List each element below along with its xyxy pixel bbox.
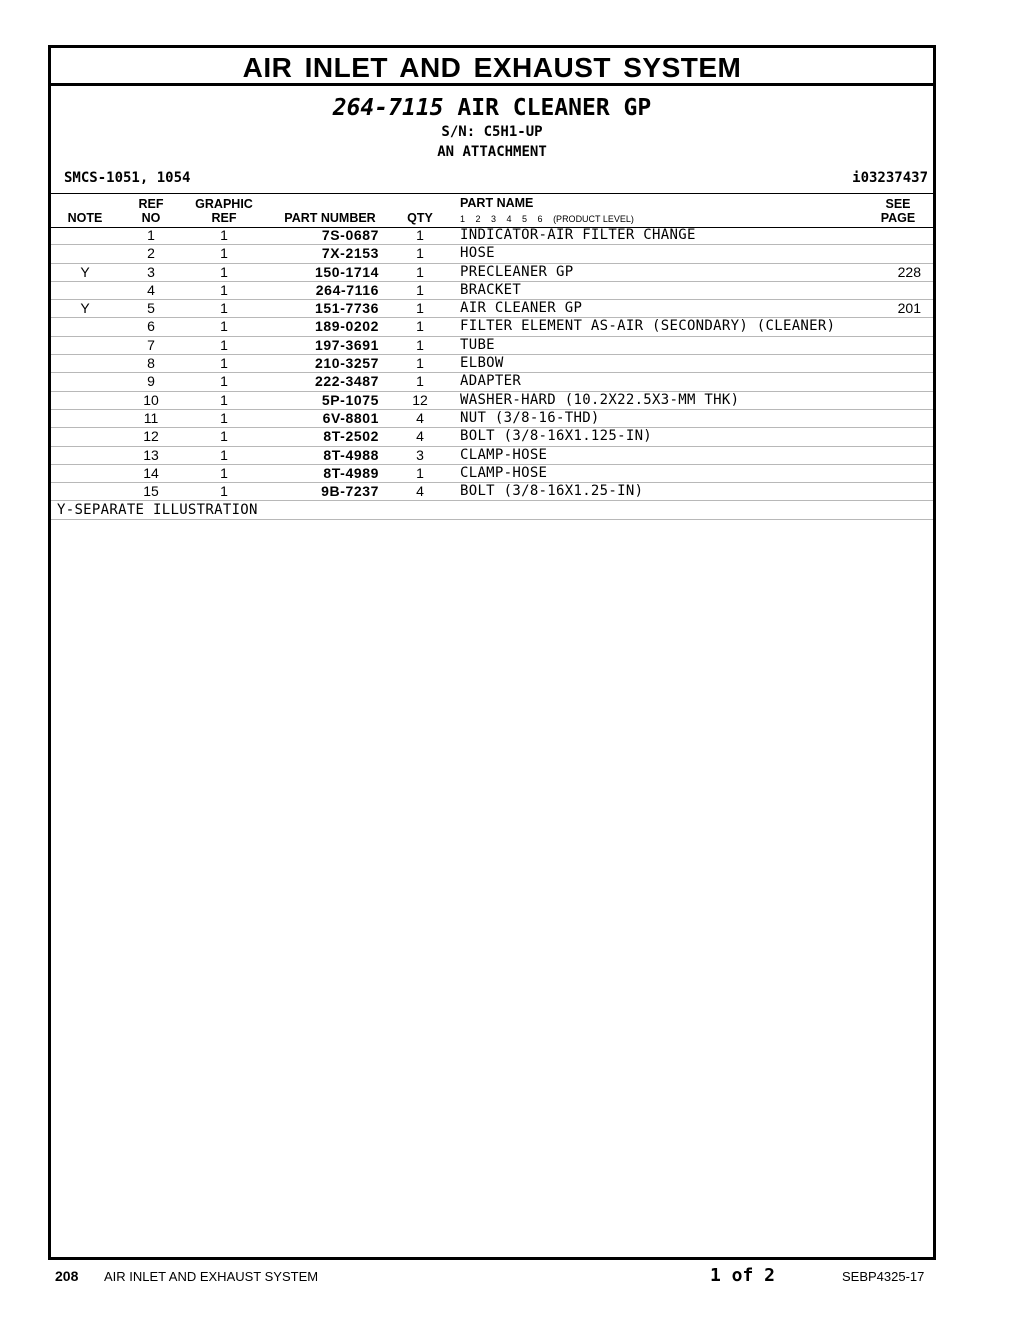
part-graphic-ref: 1: [220, 281, 228, 298]
table-header: [51, 193, 933, 228]
part-name: NUT (3/8-16-THD): [460, 409, 600, 426]
col-qty: QTY: [407, 211, 433, 225]
product-level-label: (PRODUCT LEVEL): [553, 214, 634, 224]
table-row: [51, 245, 933, 263]
table-row: [51, 282, 933, 300]
part-number: 210-3257: [315, 355, 379, 372]
page-footer: [0, 1265, 1020, 1289]
col-graphic-bot: REF: [211, 211, 237, 225]
part-name: CLAMP-HOSE: [460, 464, 548, 481]
table-row: [51, 318, 933, 336]
footnote-row: [51, 501, 933, 520]
part-graphic-ref: 1: [220, 227, 228, 243]
col-graphic-top: GRAPHIC: [195, 197, 253, 211]
part-graphic-ref: 1: [220, 263, 228, 280]
part-number: 150-1714: [315, 263, 379, 280]
footer-title: AIR INLET AND EXHAUST SYSTEM: [104, 1269, 319, 1284]
part-number: 197-3691: [315, 336, 379, 353]
part-ref: 9: [147, 373, 155, 390]
part-name: HOSE: [460, 245, 495, 262]
part-name: PRECLEANER GP: [460, 263, 574, 280]
part-ref: 3: [147, 263, 155, 280]
group-name: AIR CLEANER GP: [457, 95, 652, 121]
footer-page-of: 1 of 2: [710, 1265, 776, 1286]
footer-page-number: 208: [55, 1268, 79, 1284]
part-qty: 1: [416, 227, 424, 243]
part-name: BOLT (3/8-16X1.25-IN): [460, 483, 644, 500]
part-ref: 5: [147, 300, 155, 317]
part-graphic-ref: 1: [220, 428, 228, 445]
part-name: CLAMP-HOSE: [460, 446, 548, 463]
table-row: [51, 483, 933, 501]
col-part-number: PART NUMBER: [284, 211, 376, 225]
part-number: 9B-7237: [321, 483, 379, 500]
parts-table: [51, 227, 933, 520]
serial-number: S/N: C5H1-UP: [441, 124, 543, 140]
part-graphic-ref: 1: [220, 409, 228, 426]
part-ref: 11: [143, 409, 159, 426]
table-row: [51, 300, 933, 318]
part-ref: 14: [143, 464, 159, 481]
col-part-name: PART NAME: [460, 196, 534, 210]
part-number: 8T-4988: [323, 446, 379, 463]
part-qty: 1: [416, 355, 424, 372]
part-graphic-ref: 1: [220, 245, 228, 262]
part-ref: 2: [147, 245, 155, 262]
group-title: [51, 94, 933, 122]
part-graphic-ref: 1: [220, 391, 228, 408]
part-ref: 13: [143, 446, 159, 463]
part-name: ELBOW: [460, 355, 504, 372]
part-number: 189-0202: [315, 318, 379, 335]
part-qty: 3: [416, 446, 424, 463]
col-note: NOTE: [67, 211, 103, 225]
part-qty: 1: [416, 464, 424, 481]
col-see-top: SEE: [885, 197, 911, 211]
footnote: Y-SEPARATE ILLUSTRATION: [57, 502, 258, 519]
part-name: AIR CLEANER GP: [460, 300, 583, 317]
part-name: ADAPTER: [460, 373, 522, 390]
part-qty: 12: [412, 391, 428, 408]
smcs-codes: SMCS-1051, 1054: [64, 170, 191, 186]
table-row: [51, 337, 933, 355]
group-part-number: 264-7115: [332, 95, 444, 121]
part-qty: 4: [416, 428, 424, 445]
part-number: 6V-8801: [322, 409, 379, 426]
part-qty: 1: [416, 373, 424, 390]
table-row: [51, 465, 933, 483]
part-note: Y: [80, 263, 90, 280]
col-see-bot: PAGE: [880, 211, 916, 225]
table-row: [51, 428, 933, 446]
part-number: 8T-4989: [323, 464, 379, 481]
attachment-label: AN ATTACHMENT: [437, 144, 547, 160]
part-name: TUBE: [460, 336, 495, 353]
footer-doc-number: SEBP4325-17: [842, 1269, 925, 1284]
part-ref: 6: [147, 318, 155, 335]
part-see-page: 228: [897, 263, 921, 280]
part-qty: 4: [416, 483, 424, 500]
part-name: BRACKET: [460, 281, 522, 298]
product-level-numbers: 1 2 3 4 5 6: [460, 214, 543, 224]
page-frame: [48, 45, 936, 1260]
part-graphic-ref: 1: [220, 373, 228, 390]
part-qty: 1: [416, 281, 424, 298]
part-ref: 15: [143, 483, 159, 500]
part-number: 7X-2153: [321, 245, 379, 262]
part-number: 5P-1075: [321, 391, 379, 408]
part-graphic-ref: 1: [220, 483, 228, 500]
part-ref: 8: [147, 355, 155, 372]
part-qty: 4: [416, 409, 424, 426]
part-qty: 1: [416, 300, 424, 317]
part-ref: 1: [147, 227, 155, 243]
col-ref-top: REF: [138, 197, 164, 211]
part-graphic-ref: 1: [220, 318, 228, 335]
part-qty: 1: [416, 336, 424, 353]
part-number: 222-3487: [315, 373, 379, 390]
part-name: FILTER ELEMENT AS-AIR (SECONDARY) (CLEANER): [460, 318, 836, 335]
table-row: [51, 392, 933, 410]
part-note: Y: [80, 300, 90, 317]
part-ref: 12: [143, 428, 159, 445]
part-name: WASHER-HARD (10.2X22.5X3-MM THK): [460, 391, 740, 408]
part-graphic-ref: 1: [220, 300, 228, 317]
part-qty: 1: [416, 263, 424, 280]
part-ref: 7: [147, 336, 155, 353]
system-title: AIR INLET AND EXHAUST SYSTEM: [51, 48, 933, 86]
part-name: INDICATOR-AIR FILTER CHANGE: [460, 227, 696, 243]
part-number: 151-7736: [315, 300, 379, 317]
part-number: 8T-2502: [323, 428, 379, 445]
part-graphic-ref: 1: [220, 446, 228, 463]
part-number: 7S-0687: [321, 227, 379, 243]
part-see-page: 201: [897, 300, 921, 317]
table-row: [51, 410, 933, 428]
product-levels: [460, 214, 634, 224]
table-row: [51, 373, 933, 391]
part-number: 264-7116: [315, 281, 379, 298]
part-name: BOLT (3/8-16X1.125-IN): [460, 428, 653, 445]
table-row: [51, 227, 933, 245]
table-row: [51, 355, 933, 373]
part-qty: 1: [416, 318, 424, 335]
table-row: [51, 264, 933, 282]
part-ref: 4: [147, 281, 155, 298]
part-ref: 10: [143, 391, 159, 408]
part-graphic-ref: 1: [220, 336, 228, 353]
table-row: [51, 447, 933, 465]
part-graphic-ref: 1: [220, 464, 228, 481]
part-graphic-ref: 1: [220, 355, 228, 372]
part-qty: 1: [416, 245, 424, 262]
col-ref-bot: NO: [141, 211, 161, 225]
illustration-id: i03237437: [852, 170, 928, 186]
